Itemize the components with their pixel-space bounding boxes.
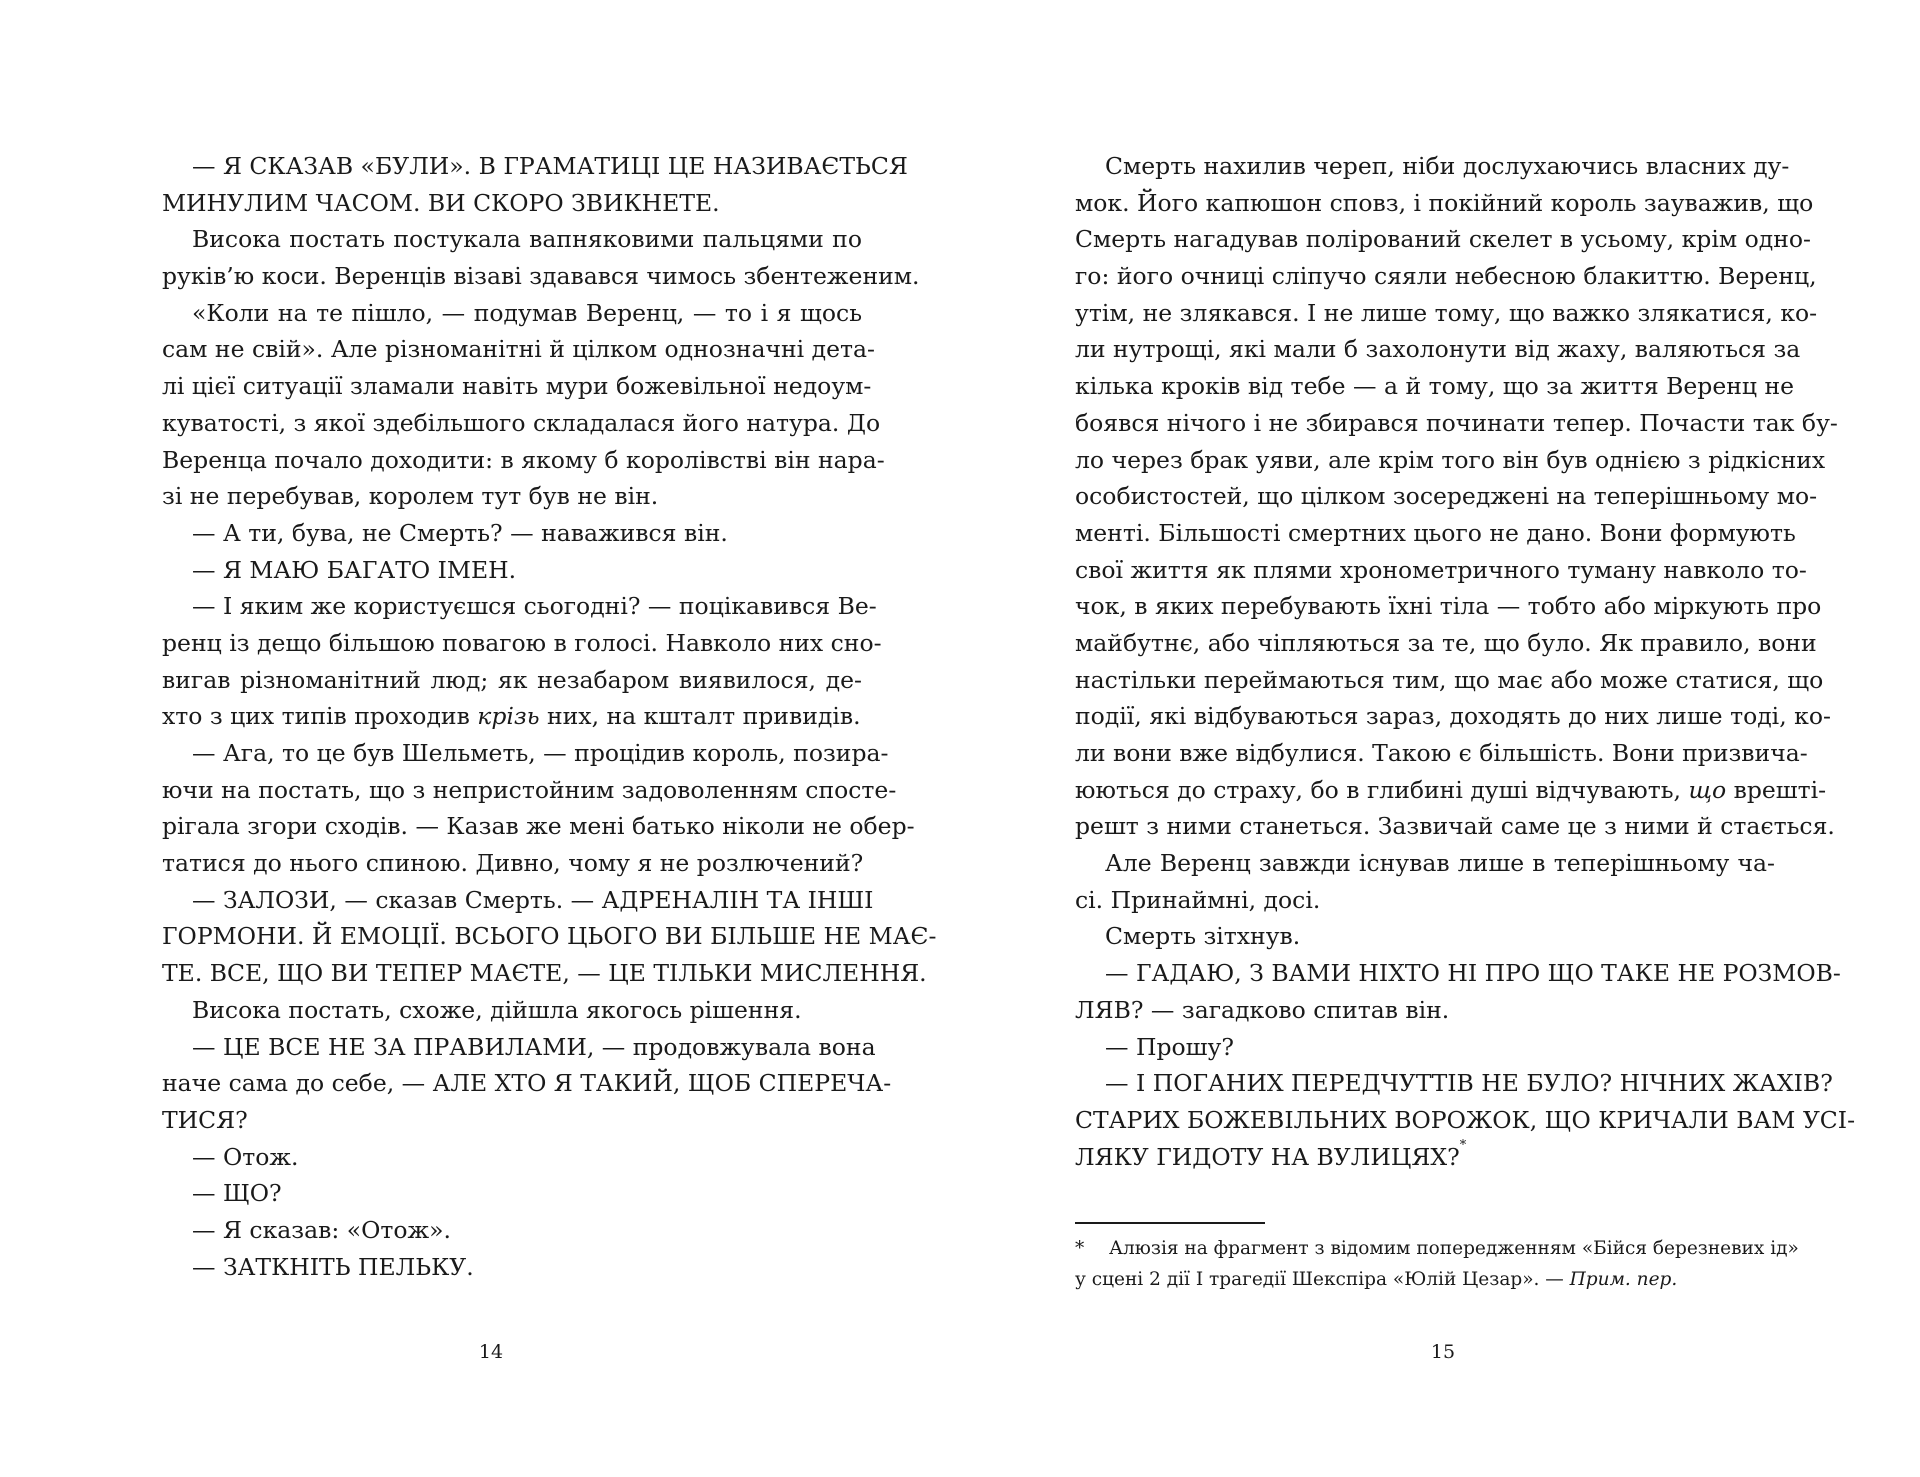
text-segment: — Я сказав: «Отож». (192, 1215, 451, 1244)
text-segment: Веренца почало доходити: в якому б королівстві він нара- (162, 445, 885, 474)
text-segment: настільки переймаються тим, що має або може статися, що (1075, 665, 1824, 694)
text-segment: — Ага, то це був Шельметь, — процідив король, позира- (192, 739, 889, 767)
page-number-right: 15 (1430, 1341, 1456, 1363)
text-segment: особистостей, що цілком зосереджені на теперішньому мо- (1075, 482, 1818, 511)
text-segment: — Отож. (192, 1142, 299, 1171)
text-line (1075, 845, 1775, 882)
text-line (1075, 331, 1801, 368)
text-segment: — ЩО? (192, 1179, 282, 1208)
text-segment: чок, в яких перебувають їхні тіла — тобто або міркують про (1075, 592, 1822, 621)
text-line (162, 992, 862, 1029)
text-segment: сі. Принаймні, досі. (1075, 885, 1321, 914)
footnote (1075, 1233, 1799, 1295)
text-segment: СТАРИХ БОЖЕВІЛЬНИХ ВОРОЖОК, ЩО КРИЧАЛИ ВАМ УСІ- (1075, 1105, 1856, 1134)
text-line (162, 735, 889, 772)
text-segment: ТЕ. ВСЕ, ЩО ВИ ТЕПЕР МАЄТЕ, — ЦЕ ТІЛЬКИ МИСЛЕННЯ. (162, 959, 927, 988)
text-line (1075, 258, 1817, 295)
text-segment: ГОРМОНИ. Й ЕМОЦІЇ. ВСЬОГО ЦЬОГО ВИ БІЛЬШЕ НЕ МАЄ- (162, 922, 937, 951)
text-line (1075, 442, 1826, 479)
text-line (162, 515, 862, 552)
text-line (162, 845, 862, 882)
text-segment: ло через брак уяви, але крім того він був однією з рідкісних (1075, 445, 1826, 474)
footnote-reference: * (1459, 1137, 1467, 1153)
text-segment: «Коли на те пішло, — подумав Веренц, — то і я щось (192, 298, 862, 327)
text-line (162, 295, 862, 332)
text-segment: ЛЯВ? — загадково спитав він. (1075, 995, 1450, 1024)
text-segment: події, які відбуваються зараз, доходять до них лише тоді, ко- (1075, 702, 1831, 731)
text-segment: рігала згори сходів. — Казав же мені батько ніколи не обер- (162, 812, 915, 841)
footnote-line (1075, 1264, 1775, 1295)
text-line (1075, 1065, 1833, 1102)
text-segment: утім, не злякався. І не лише тому, що важко злякатися, ко- (1075, 298, 1818, 327)
text-line (1075, 148, 1790, 185)
text-line (1075, 698, 1831, 735)
text-segment: свої життя як плями хронометричного туману навколо то- (1075, 555, 1807, 584)
text-line (162, 808, 915, 845)
text-segment: Смерть зітхнув. (1105, 922, 1301, 951)
text-segment: — І ПОГАНИХ ПЕРЕДЧУТТІВ НЕ БУЛО? НІЧНИХ ЖАХІВ? (1105, 1069, 1833, 1098)
text-segment: — ЦЕ ВСЕ НЕ ЗА ПРАВИЛАМИ, — продовжувала вона (192, 1032, 876, 1061)
footnote-line (1075, 1233, 1799, 1264)
text-segment: татися до нього спиною. Дивно, чому я не розлючений? (162, 849, 864, 878)
text-line (162, 442, 885, 479)
text-segment: боявся нічого і не збирався починати тепер. Почасти так бу- (1075, 408, 1838, 437)
text-segment: Висока постать постукала вапняковими пальцями по (192, 225, 862, 254)
text-segment: — Я МАЮ БАГАТО ІМЕН. (192, 555, 517, 584)
footnote-text: у сцені 2 дії І трагедії Шекспіра «Юлій Цезар». — (1075, 1269, 1570, 1290)
text-line (162, 552, 862, 589)
italic-word: що (1688, 775, 1727, 804)
text-segment: го: його очниці сліпучо сяяли небесною блакиттю. Веренц, (1075, 262, 1817, 291)
text-segment: ренц із дещо більшою повагою в голосі. Навколо них сно- (162, 628, 882, 657)
text-segment: вигав різноманітний люд; як незабаром виявилося, де- (162, 665, 862, 694)
text-line (162, 185, 862, 222)
text-segment: руків’ю коси. Веренців візаві здавався чимось збентеженим. (162, 262, 920, 291)
text-line (1075, 295, 1818, 332)
text-line (1075, 1029, 1775, 1066)
text-segment: лі цієї ситуації зламали навіть мури божевільної недоум- (162, 372, 872, 401)
text-line (1075, 625, 1817, 662)
text-segment: ли нутрощі, які мали б захолонути від жаху, валяються за (1075, 335, 1801, 364)
text-segment: — ЗАЛОЗИ, — сказав Смерть. — АДРЕНАЛІН ТА ІНШІ (192, 885, 874, 914)
text-line (1075, 882, 1775, 919)
text-segment: — А ти, бува, не Смерть? — наважився він. (192, 518, 728, 547)
text-segment: майбутнє, або чіпляються за те, що було. Як правило, вони (1075, 628, 1817, 657)
text-segment: наче сама до себе, — АЛЕ ХТО Я ТАКИЙ, ЩОБ СПЕРЕЧА- (162, 1069, 892, 1098)
footnote-rule (1075, 1222, 1265, 1224)
text-segment: них, на кшталт привидів. (539, 702, 861, 731)
text-line (1075, 992, 1775, 1029)
text-segment: Смерть нагадував полірований скелет в усьому, крім одно- (1075, 225, 1811, 254)
text-segment: МИНУЛИМ ЧАСОМ. ВИ СКОРО ЗВИКНЕТЕ. (162, 188, 720, 217)
text-line (1075, 955, 1841, 992)
text-line (162, 148, 908, 185)
text-segment: хто з цих типів проходив (162, 702, 478, 731)
text-line (1075, 808, 1835, 845)
text-segment: решт з ними станеться. Зазвичай саме це з ними й стається. (1075, 812, 1835, 841)
text-line (162, 662, 862, 699)
text-line (1075, 515, 1796, 552)
text-segment: — Я СКАЗАВ «БУЛИ». В ГРАМАТИЦІ ЦЕ НАЗИВАЄТЬСЯ (192, 152, 908, 180)
text-line (162, 1139, 862, 1176)
text-line (162, 588, 877, 625)
text-line (1075, 552, 1807, 589)
text-line (1075, 1139, 1775, 1176)
text-segment: — Прошу? (1105, 1032, 1234, 1061)
page-number-left: 14 (478, 1341, 504, 1363)
text-segment: — ЗАТКНІТЬ ПЕЛЬКУ. (192, 1252, 474, 1281)
text-line (1075, 735, 1808, 772)
text-line (162, 1065, 892, 1102)
text-segment: — І яким же користуєшся сьогодні? — поцікавився Ве- (192, 592, 877, 621)
text-segment: Смерть нахилив череп, ніби дослухаючись власних ду- (1105, 152, 1790, 180)
text-line (162, 1249, 862, 1286)
text-line (162, 698, 862, 735)
footnote-mark: * (1075, 1238, 1085, 1259)
text-segment: куватості, з якої здебільшого складалася його натура. До (162, 408, 881, 437)
text-segment: врешті- (1726, 775, 1827, 804)
text-line (162, 405, 881, 442)
right-page-body (1075, 148, 1856, 1175)
text-segment: зі не перебував, королем тут був не він. (162, 482, 659, 511)
text-line (162, 258, 920, 295)
left-page-body (162, 148, 937, 1285)
text-segment: — ГАДАЮ, З ВАМИ НІХТО НІ ПРО ЩО ТАКЕ НЕ РОЗМОВ- (1105, 959, 1841, 988)
text-line (162, 1212, 862, 1249)
text-segment: ли вони вже відбулися. Такою є більшість. Вони призвича- (1075, 739, 1808, 767)
text-line (1075, 368, 1795, 405)
text-line (162, 918, 937, 955)
text-line (162, 882, 874, 919)
footnote-italic: Прим. пер. (1569, 1269, 1678, 1290)
text-line (1075, 588, 1822, 625)
text-line (162, 221, 862, 258)
italic-word: крізь (477, 702, 540, 731)
text-line (1075, 1102, 1856, 1139)
text-line (1075, 405, 1838, 442)
footnote-text: Алюзія на фрагмент з відомим попередженням «Бійся березневих ід» (1109, 1238, 1799, 1259)
text-line (1075, 185, 1814, 222)
text-line (1075, 662, 1824, 699)
text-line (162, 955, 927, 992)
text-segment: менті. Більшості смертних цього не дано. Вони формують (1075, 518, 1796, 547)
text-line (162, 331, 875, 368)
text-line (162, 1029, 876, 1066)
text-line (1075, 918, 1775, 955)
text-segment: кілька кроків від тебе — а й тому, що за життя Веренц не (1075, 372, 1795, 401)
text-segment: Висока постать, схоже, дійшла якогось рішення. (192, 995, 802, 1024)
text-segment: ТИСЯ? (162, 1105, 248, 1134)
text-segment: юються до страху, бо в глибині душі відчувають, (1075, 775, 1689, 804)
text-line (162, 368, 872, 405)
text-segment: ючи на постать, що з непристойним задоволенням спосте- (162, 775, 897, 804)
text-line (162, 1102, 862, 1139)
text-segment: Але Веренц завжди існував лише в теперішньому ча- (1105, 849, 1775, 878)
text-segment: сам не свій». Але різноманітні й цілком однозначні дета- (162, 335, 875, 364)
text-line (162, 1175, 862, 1212)
text-segment: ЛЯКУ ГИДОТУ НА ВУЛИЦЯХ? (1075, 1142, 1460, 1171)
text-line (162, 625, 882, 662)
text-line (1075, 772, 1827, 809)
text-line (162, 772, 897, 809)
text-line (1075, 478, 1818, 515)
text-line (162, 478, 862, 515)
text-line (1075, 221, 1811, 258)
text-segment: мок. Його капюшон сповз, і покійний король зауважив, що (1075, 188, 1814, 217)
